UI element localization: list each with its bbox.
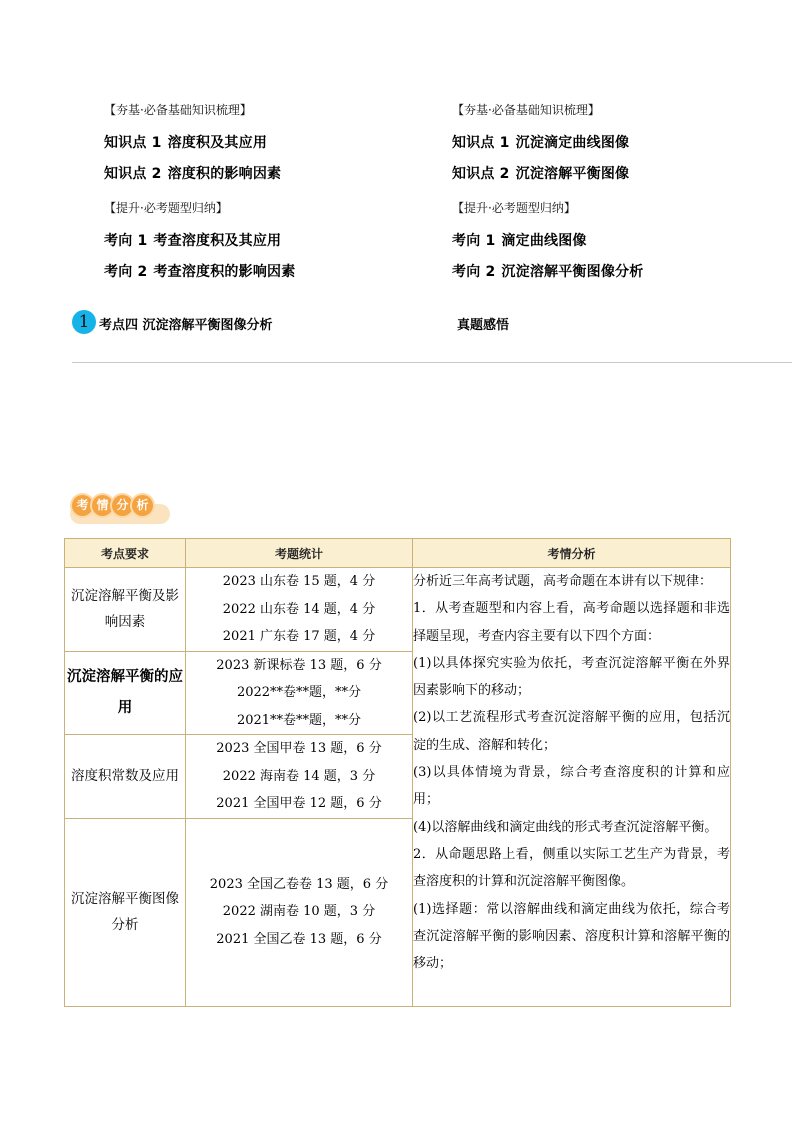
direction-text: 考查溶度积及其应用	[153, 233, 282, 249]
knowledge-point-text: 沉淀滴定曲线图像	[515, 135, 630, 151]
requirement-cell	[65, 651, 186, 735]
stat-line: 2023 山东卷 15 题，4 分	[222, 574, 376, 589]
right-section-header-basic: 【夯基·必备基础知识梳理】	[452, 103, 600, 117]
stat-line: 2021 全国甲卷 12 题，6 分	[216, 796, 382, 811]
table-row	[65, 568, 731, 652]
badge-char: 考	[72, 495, 93, 516]
stat-line: 2021 广东卷 17 题，4 分	[222, 629, 376, 644]
requirement-text: 沉淀溶解平衡及影响因素	[71, 588, 179, 631]
stat-line: 2023 新课标卷 13 题，6 分	[216, 657, 382, 673]
knowledge-point-text: 溶度积及其应用	[167, 135, 268, 151]
stat-line: 2022 湖南卷 10 题，3 分	[222, 904, 376, 920]
direction-number: 考向 1	[452, 233, 496, 249]
analysis-paragraph: 分析近三年高考试题，高考命题在本讲有以下规律：	[413, 574, 713, 589]
knowledge-point-text: 溶度积的影响因素	[167, 166, 282, 182]
requirement-cell	[65, 568, 186, 652]
stat-line: 2023 全国乙卷卷 13 题，6 分	[209, 876, 389, 892]
right-direction-2[interactable]	[452, 261, 643, 281]
stat-line: 2023 全国甲卷 13 题，6 分	[216, 741, 382, 756]
analysis-cell	[413, 568, 731, 1007]
left-direction-2[interactable]	[104, 261, 295, 281]
direction-text: 沉淀溶解平衡图像分析	[501, 264, 644, 280]
right-section-header-advance: 【提升·必考题型归纳】	[452, 201, 576, 215]
stat-line: 2022 海南卷 14 题，3 分	[222, 768, 376, 784]
badge-char: 分	[112, 495, 133, 516]
direction-number: 考向 2	[452, 264, 496, 280]
section-number-badge: 1	[72, 310, 96, 334]
knowledge-point-text: 沉淀溶解平衡图像	[515, 166, 630, 182]
analysis-paragraph: (1)选择题：常以溶解曲线和滴定曲线为依托，综合考查沉淀溶解平衡的影响因素、溶度积计算和溶解平衡的移动；	[413, 901, 730, 972]
left-knowledge-point-1[interactable]	[104, 132, 267, 152]
right-knowledge-point-2[interactable]	[452, 163, 629, 183]
badge-char: 情	[92, 495, 113, 516]
analysis-paragraph: (4)以溶解曲线和滴定曲线的形式考查沉淀溶解平衡。	[413, 819, 718, 835]
direction-number: 考向 2	[104, 264, 148, 280]
stat-line: 2022 山东卷 14 题，4 分	[222, 601, 376, 617]
knowledge-point-number: 知识点 2	[452, 166, 510, 182]
section-title-link[interactable]: 考点四 沉淀溶解平衡图像分析	[99, 318, 273, 333]
left-section-header-basic: 【夯基·必备基础知识梳理】	[104, 103, 252, 117]
direction-number: 考向 1	[104, 233, 148, 249]
requirement-text: 沉淀溶解平衡的应用	[67, 668, 183, 716]
right-knowledge-point-1[interactable]	[452, 132, 629, 152]
analysis-paragraph: (3)以具体情境为背景，综合考查溶度积的计算和应用；	[413, 765, 730, 808]
analysis-paragraph: (2)以工艺流程形式考查沉淀溶解平衡的应用，包括沉淀的生成、溶解和转化；	[413, 710, 730, 753]
knowledge-point-number: 知识点 2	[104, 166, 162, 182]
exam-analysis-table	[64, 538, 731, 1007]
real-exam-link[interactable]: 真题感悟	[457, 318, 510, 333]
requirement-cell	[65, 735, 186, 819]
knowledge-point-number: 知识点 1	[452, 135, 510, 151]
requirement-text: 沉淀溶解平衡图像分析	[71, 891, 179, 933]
header-analysis: 考情分析	[413, 539, 731, 568]
analysis-paragraph: 1．从考查题型和内容上看，高考命题以选择题和非选择题呈现，考查内容主要有以下四个方面：	[413, 601, 730, 644]
badge-char: 析	[132, 495, 153, 516]
stat-line: 2022**卷**题，**分	[236, 685, 362, 700]
header-statistics: 考题统计	[186, 539, 413, 568]
left-section-header-advance: 【提升·必考题型归纳】	[104, 201, 228, 215]
table-header-row	[65, 539, 731, 568]
requirement-cell	[65, 818, 186, 1006]
analysis-paragraph: (1)以具体探究实验为依托，考查沉淀溶解平衡在外界因素影响下的移动；	[413, 655, 730, 699]
left-direction-1[interactable]	[104, 230, 281, 250]
exam-analysis-badge	[72, 495, 152, 521]
stat-line: 2021 全国乙卷 13 题，6 分	[216, 931, 382, 947]
direction-text: 考查溶度积的影响因素	[153, 264, 296, 280]
section-divider	[72, 362, 792, 363]
direction-text: 滴定曲线图像	[501, 233, 587, 249]
statistics-cell	[186, 818, 413, 1006]
requirement-text: 溶度积常数及应用	[71, 768, 179, 785]
right-direction-1[interactable]	[452, 230, 587, 250]
header-requirement: 考点要求	[65, 539, 186, 568]
statistics-cell	[186, 735, 413, 819]
statistics-cell	[186, 651, 413, 735]
stat-line: 2021**卷**题，**分	[236, 712, 362, 728]
statistics-cell	[186, 568, 413, 652]
left-knowledge-point-2[interactable]	[104, 163, 281, 183]
analysis-paragraph: 2．从命题思路上看，侧重以实际工艺生产为背景，考查溶度积的计算和沉淀溶解平衡图像。	[413, 846, 730, 890]
knowledge-point-number: 知识点 1	[104, 135, 162, 151]
